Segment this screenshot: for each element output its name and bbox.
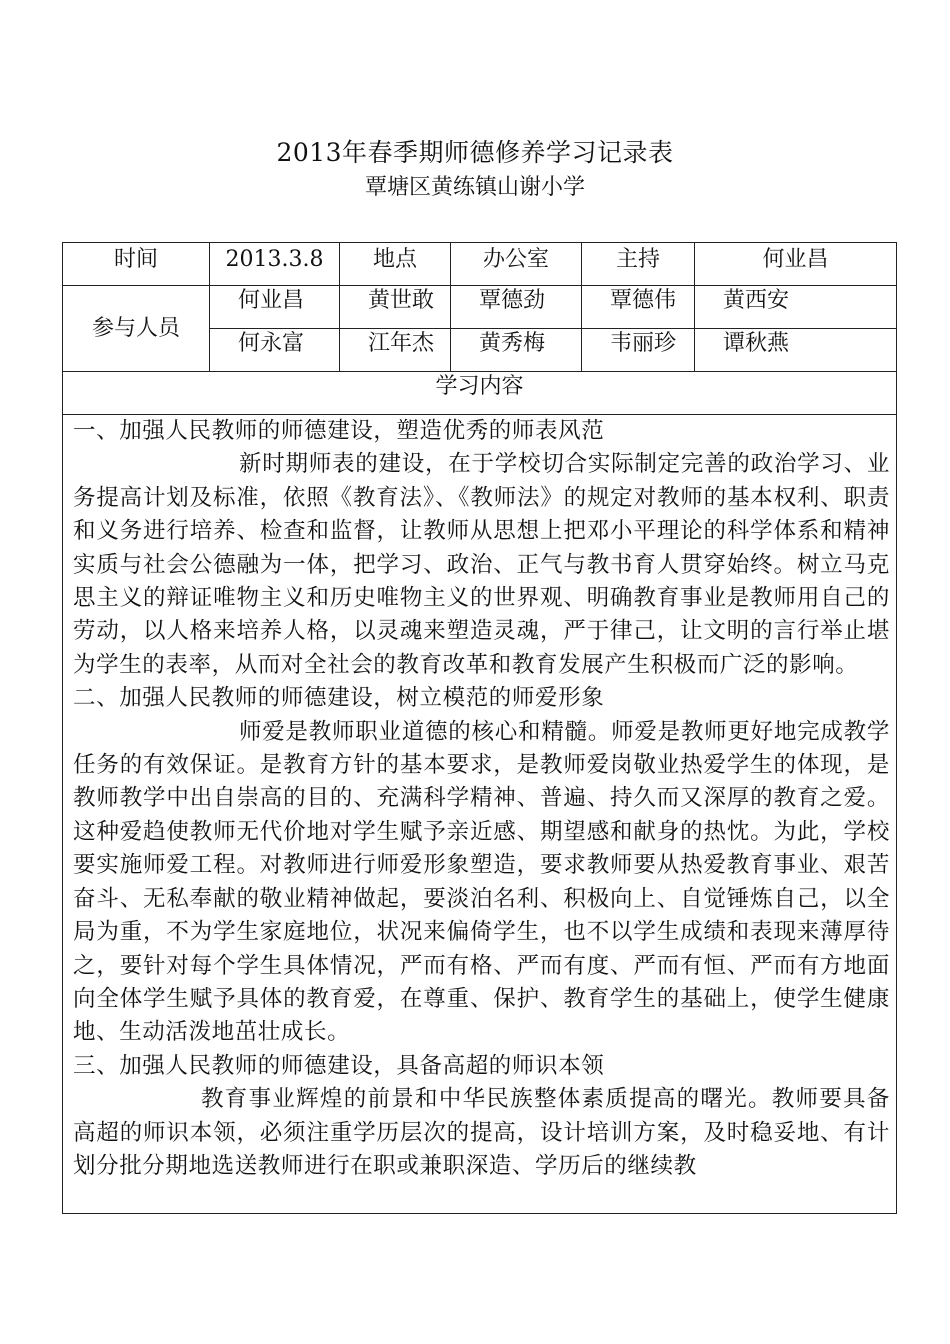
host-value: 何业昌 xyxy=(695,243,897,286)
time-label: 时间 xyxy=(63,243,210,286)
section-paragraph-1: 新时期师表的建设，在于学校切合实际制定完善的政治学习、业务提高计划及标准，依照《教育法》、《教师法》的规定对教师的基本权利、职责和义务进行培养、检查和监督，让教师从思想上把邓小平理论的科学体系和精神实质与社会公德融为一体，把学习、政治、正气与教书育人贯穿始终。树立马克思主义的辩证唯物主义和历史唯物主义的世界观、明确教育事业是教师用自己的劳动，以人格来培养人格，以灵魂来塑造灵魂，严于律己，让文明的言行举止堪为学生的表率，从而对全社会的教育改革和教育发展产生积极而广泛的影响。 xyxy=(73,451,890,678)
content-row xyxy=(63,415,897,1214)
participant-name: 黄世敢 xyxy=(340,286,451,329)
participants-row-1 xyxy=(63,286,897,329)
section-header-row xyxy=(63,372,897,415)
participant-name: 何业昌 xyxy=(210,286,340,329)
participant-name: 覃德伟 xyxy=(582,286,695,329)
section-paragraph-2: 师爱是教师职业道德的核心和精髓。师爱是教师更好地完成教学任务的有效保证。是教育方针的基本要求，是教师爱岗敬业热爱学生的体现，是教师教学中出自崇高的目的、充满科学精神、普遍、持久而又深厚的教育之爱。这种爱趋使教师无代价地对学生赋予亲近感、期望感和献身的热忱。为此，学校要实施师爱工程。对教师进行师爱形象塑造，要求教师要从热爱教育事业、艰苦奋斗、无私奉献的敬业精神做起，要淡泊名利、积极向上、自觉锤炼自己，以全局为重，不为学生家庭地位，状况来偏倚学生，也不以学生成绩和表现来薄厚待之，要针对每个学生具体情况，严而有格、严而有度、严而有恒、严而有方地面向全体学生赋予具体的教育爱，在尊重、保护、教育学生的基础上，使学生健康地、生动活泼地茁壮成长。 xyxy=(73,718,890,1046)
participant-name: 黄西安 xyxy=(695,286,897,329)
study-content-body xyxy=(63,415,897,1214)
place-value: 办公室 xyxy=(451,243,582,286)
participant-name: 江年杰 xyxy=(340,329,451,372)
place-label: 地点 xyxy=(340,243,451,286)
section-paragraph-3: 教育事业辉煌的前景和中华民族整体素质提高的曙光。教师要具备高超的师识本领，必须注重学历层次的提高，设计培训方案，及时稳妥地、有计划分批分期地选送教师进行在职或兼职深造、学历后的继续教 xyxy=(73,1086,890,1179)
study-record-table xyxy=(62,242,897,1214)
participants-label: 参与人员 xyxy=(63,286,210,372)
section-heading-3: 三、加强人民教师的师德建设，具备高超的师识本领 xyxy=(73,1052,605,1079)
section-heading-2: 二、加强人民教师的师德建设，树立模范的师爱形象 xyxy=(73,685,605,712)
participant-name: 何永富 xyxy=(210,329,340,372)
participant-name: 韦丽珍 xyxy=(582,329,695,372)
meeting-info-row xyxy=(63,243,897,286)
section-heading-1: 一、加强人民教师的师德建设，塑造优秀的师表风范 xyxy=(73,418,605,444)
participant-name: 谭秋燕 xyxy=(695,329,897,372)
school-name: 覃塘区黄练镇山谢小学 xyxy=(364,175,585,200)
study-content-label: 学习内容 xyxy=(63,372,897,415)
participant-name: 黄秀梅 xyxy=(451,329,582,372)
page-title: 2013年春季期师德修养学习记录表 xyxy=(276,138,674,167)
participant-name: 覃德劲 xyxy=(451,286,582,329)
time-value: 2013.3.8 xyxy=(210,243,340,286)
host-label: 主持 xyxy=(582,243,695,286)
